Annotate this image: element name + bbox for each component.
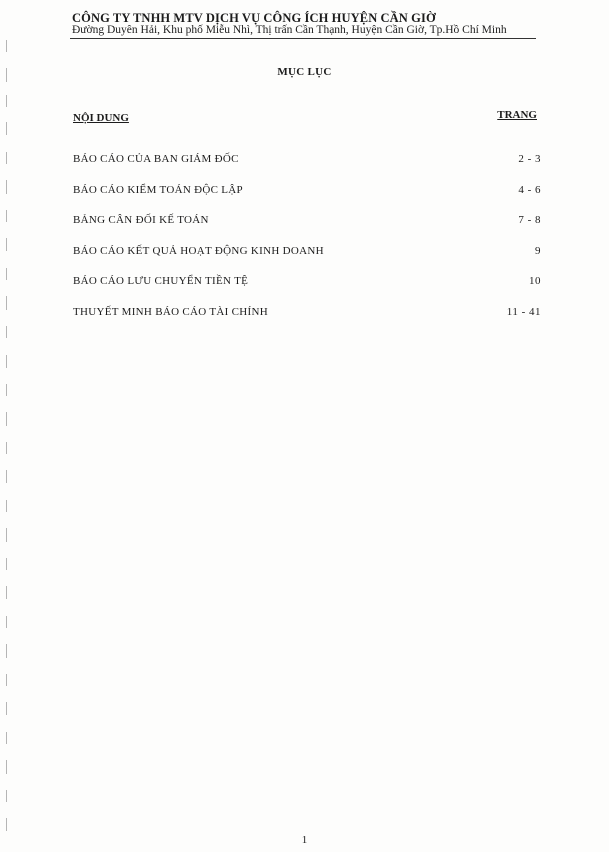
table-of-contents — [73, 153, 541, 336]
binding-margin-marks — [3, 40, 11, 840]
toc-item-label: BÁO CÁO KIỂM TOÁN ĐỘC LẬP — [73, 183, 243, 196]
toc-item-label: THUYẾT MINH BÁO CÁO TÀI CHÍNH — [73, 305, 268, 318]
toc-item-pages: 10 — [529, 275, 541, 287]
toc-item-pages: 4 - 6 — [518, 183, 541, 196]
header-divider — [70, 38, 536, 39]
toc-item — [73, 153, 541, 184]
company-name: CÔNG TY TNHH MTV DỊCH VỤ CÔNG ÍCH HUYỆN CẦN GIỜ — [72, 11, 436, 25]
toc-item — [73, 184, 541, 215]
toc-item — [73, 275, 541, 306]
column-header-content: NỘI DUNG — [73, 112, 129, 124]
page-number: 1 — [301, 834, 308, 846]
toc-item-label: BẢNG CÂN ĐỐI KẾ TOÁN — [73, 214, 209, 226]
page-title: MỤC LỤC — [277, 66, 332, 78]
company-address: Đường Duyên Hải, Khu phố Miễu Nhì, Thị trấn Cần Thạnh, Huyện Cần Giờ, Tp.Hồ Chí Minh — [72, 24, 507, 36]
toc-item-label: BÁO CÁO CỦA BAN GIÁM ĐỐC — [73, 153, 239, 165]
column-header-page: TRANG — [497, 109, 537, 121]
toc-item-pages: 2 - 3 — [518, 153, 541, 165]
toc-item-pages: 11 - 41 — [506, 305, 541, 318]
toc-item — [73, 214, 541, 245]
toc-item — [73, 306, 541, 337]
toc-item-pages: 9 — [535, 244, 541, 257]
toc-item-label: BÁO CÁO LƯU CHUYỂN TIỀN TỆ — [73, 275, 249, 287]
toc-item-pages: 7 - 8 — [518, 214, 541, 226]
toc-item-label: BÁO CÁO KẾT QUẢ HOẠT ĐỘNG KINH DOANH — [73, 244, 324, 257]
toc-item — [73, 245, 541, 276]
